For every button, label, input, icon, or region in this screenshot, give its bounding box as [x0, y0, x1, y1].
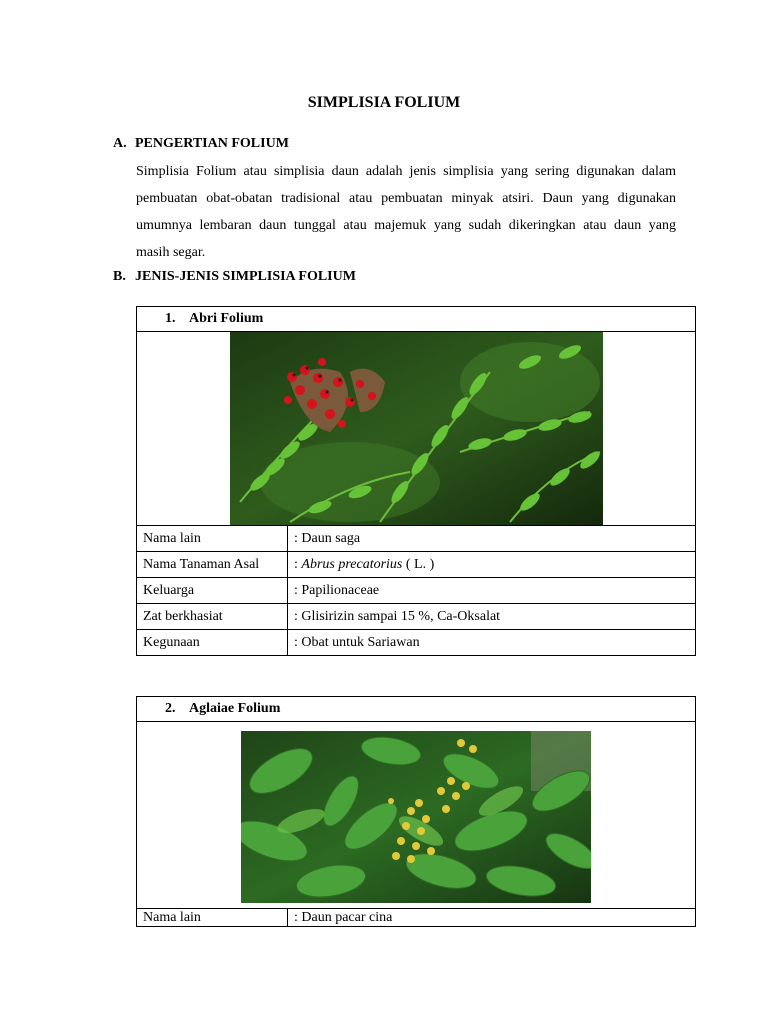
section-a-title: PENGERTIAN FOLIUM — [135, 136, 289, 151]
section-b-heading — [113, 269, 356, 285]
species-name: Abrus precatorius — [301, 556, 403, 572]
herb-number: 1. — [165, 311, 176, 326]
paragraph-line: umumnya lembaran daun tunggal atau majemuk yang sudah dikeringkan atau daun yang — [136, 218, 676, 233]
value-prefix: : — [294, 556, 302, 572]
herb-row-label: Nama lain — [137, 526, 288, 552]
section-a-paragraph — [136, 158, 676, 266]
herb-row-value: : Daun pacar cina — [288, 909, 696, 927]
document-title: SIMPLISIA FOLIUM — [307, 94, 461, 111]
paragraph-line: pembuatan obat-obatan tradisional atau pembuatan minyak atsiri. Daun yang digunakan — [136, 191, 676, 206]
section-a-letter: A. — [113, 136, 127, 151]
herb-row-label: Nama Tanaman Asal — [137, 552, 288, 578]
herb-table-aglaiae — [136, 696, 696, 927]
herb-table-header — [137, 697, 696, 722]
section-b-letter: B. — [113, 269, 126, 284]
herb-row-value: : Glisirizin sampai 15 %, Ca-Oksalat — [288, 604, 696, 630]
herb-row-label: Kegunaan — [137, 630, 288, 656]
paragraph-line: masih segar. — [136, 245, 206, 260]
herb-row-label: Nama lain — [137, 909, 288, 927]
herb-name: Aglaiae Folium — [189, 701, 281, 716]
herb-table-header — [137, 307, 696, 332]
herb-image-cell — [137, 722, 696, 909]
section-b-title: JENIS-JENIS SIMPLISIA FOLIUM — [135, 269, 356, 284]
herb-row-label: Keluarga — [137, 578, 288, 604]
herb-row-value: : Papilionaceae — [288, 578, 696, 604]
herb-number: 2. — [165, 701, 176, 716]
paragraph-line: Simplisia Folium atau simplisia daun adalah jenis simplisia yang sering digunakan dalam — [136, 164, 676, 179]
abrus-plant-photo — [230, 332, 603, 525]
herb-name: Abri Folium — [189, 311, 264, 326]
herb-row-value-species — [288, 552, 696, 578]
herb-table-abri — [136, 306, 696, 656]
herb-image-cell — [137, 332, 696, 526]
herb-row-label: Zat berkhasiat — [137, 604, 288, 630]
herb-row-value: : Obat untuk Sariawan — [288, 630, 696, 656]
value-suffix: ( L. ) — [402, 556, 435, 572]
section-a-heading — [113, 136, 289, 152]
aglaia-plant-photo — [241, 731, 591, 903]
herb-row-value: : Daun saga — [288, 526, 696, 552]
